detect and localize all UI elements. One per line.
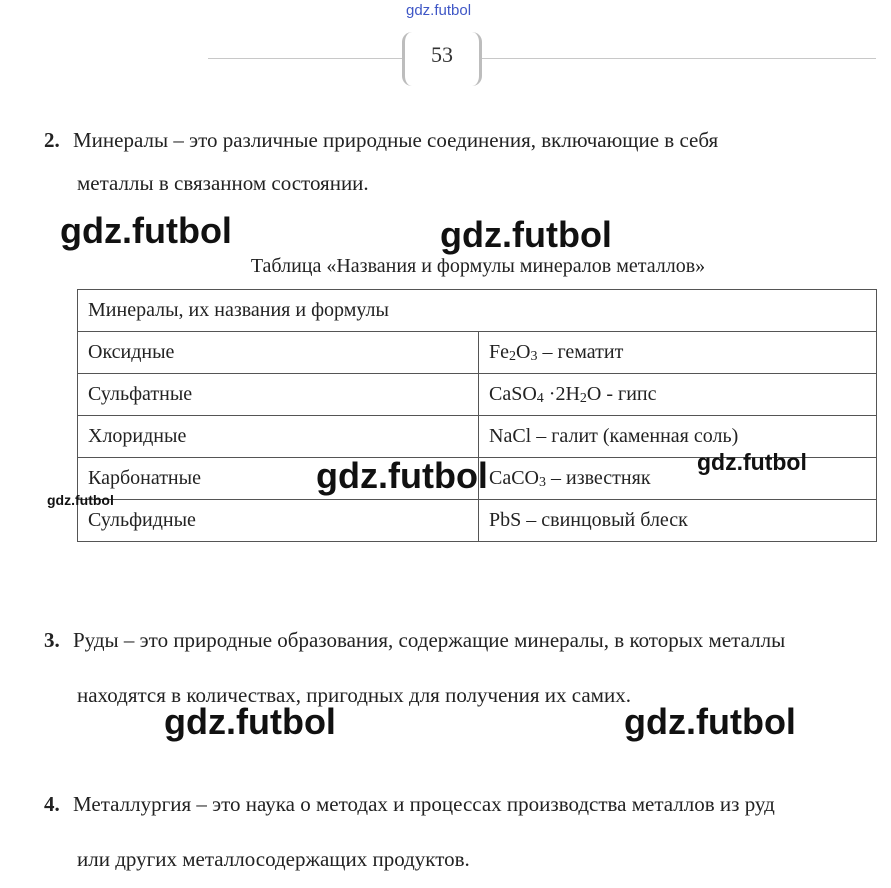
- formula-part: Fe: [489, 341, 509, 363]
- header-rule-left: [208, 58, 402, 59]
- mineral-formula-cell: PbS – свинцовый блеск: [479, 500, 877, 542]
- paragraph-2-line-2: металлы в связанном состоянии.: [77, 171, 369, 195]
- formula-part: – известняк: [546, 467, 651, 489]
- table-row: [78, 332, 877, 374]
- mineral-formula-cell: [479, 332, 877, 374]
- table-caption: Таблица «Названия и формулы минералов металлов»: [250, 255, 706, 277]
- table-row: [78, 500, 877, 542]
- watermark-big-5: gdz.futbol: [624, 701, 796, 742]
- watermark-big-1: gdz.futbol: [60, 210, 232, 251]
- watermark-big-4: gdz.futbol: [164, 701, 336, 742]
- watermark-big-2: gdz.futbol: [440, 214, 612, 255]
- paragraph-4-number: 4.: [44, 792, 60, 816]
- formula-subscript: 2: [579, 391, 587, 407]
- formula-subscript: 4: [536, 391, 544, 407]
- paragraph-4-text-1: Металлургия – это наука о методах и процессах производства металлов из руд: [73, 792, 775, 816]
- formula-part: CaCO: [489, 467, 539, 489]
- paragraph-2-text-1: Минералы – это различные природные соединения, включающие в себя: [73, 128, 719, 152]
- paragraph-2-line-1: [44, 130, 718, 151]
- mineral-formula-cell: [479, 374, 877, 416]
- paragraph-4-line-1: [44, 794, 775, 815]
- formula-part: O: [516, 341, 531, 363]
- watermark-small: gdz.futbol: [47, 492, 114, 508]
- mineral-type-cell: Оксидные: [78, 332, 479, 374]
- watermark-big-3: gdz.futbol: [316, 455, 488, 496]
- table-header-cell: Минералы, их названия и формулы: [78, 290, 877, 332]
- paragraph-4-line-2: или других металлосодержащих продуктов.: [77, 847, 470, 871]
- paragraph-3-number: 3.: [44, 628, 60, 652]
- minerals-table: [77, 289, 877, 542]
- watermark-medium: gdz.futbol: [697, 449, 807, 475]
- mineral-formula-cell: [479, 458, 877, 500]
- mineral-type-cell: Сульфатные: [78, 374, 479, 416]
- page-number-frame: [402, 32, 482, 86]
- formula-part: ·2H: [543, 383, 580, 405]
- mineral-type-cell: Карбонатные: [78, 458, 479, 500]
- mineral-type-cell: Хлоридные: [78, 416, 479, 458]
- header-rule-right: [482, 58, 876, 59]
- page-number: 53: [431, 42, 453, 67]
- formula-part: CaSO: [489, 383, 537, 405]
- formula-subscript: 2: [509, 349, 516, 365]
- mineral-type-cell: Сульфидные: [78, 500, 479, 542]
- paragraph-3-text-1: Руды – это природные образования, содержащие минералы, в которых металлы: [73, 628, 786, 652]
- formula-subscript: 3: [530, 349, 538, 365]
- paragraph-3-line-2: находятся в количествах, пригодных для получения их самих.: [77, 683, 631, 707]
- formula-part: – гематит: [537, 341, 624, 363]
- formula-part: O - гипс: [586, 383, 657, 405]
- paragraph-2-number: 2.: [44, 128, 60, 152]
- table-row: [78, 374, 877, 416]
- paragraph-3-line-1: [44, 630, 785, 651]
- table-header-row: [78, 290, 877, 332]
- watermark-top: gdz.futbol: [406, 2, 472, 19]
- formula-subscript: 3: [539, 475, 546, 491]
- mineral-formula-cell: NaCl – галит (каменная соль): [479, 416, 877, 458]
